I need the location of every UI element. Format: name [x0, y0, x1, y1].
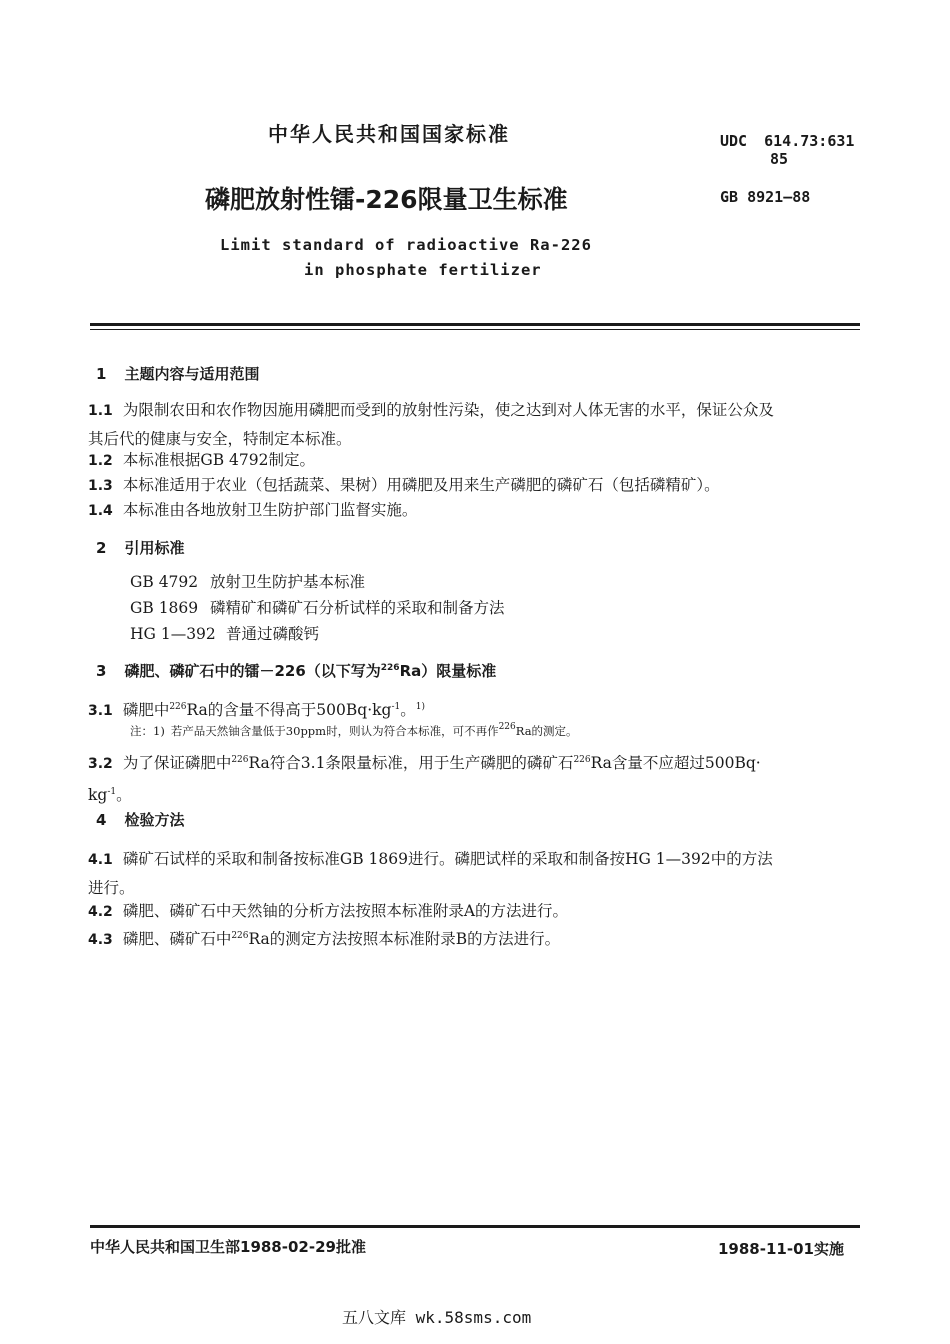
document-title-cn: [205, 180, 568, 216]
header-divider-thick: [90, 323, 860, 326]
clause-4-2-text: 磷肥、磷矿石中天然铀的分析方法按照本标准附录A的方法进行。: [122, 902, 569, 920]
section3-title-sup: 226: [380, 663, 400, 673]
reference-name: 放射卫生防护基本标准: [210, 573, 366, 591]
title-cn-pre: 磷肥放射性镭-: [205, 185, 366, 214]
clause-1-1-line2: 其后代的健康与安全，特制定本标准。: [88, 430, 352, 448]
clause-4-3-sup: 226: [231, 931, 249, 941]
udc-code-line1: 614.73:631: [764, 132, 855, 150]
clause-3-1-sup: 226: [169, 702, 187, 712]
section1-heading: [96, 363, 259, 384]
section3-number: 3: [96, 662, 107, 680]
effective-date: 1988-11-01实施: [718, 1240, 844, 1258]
document-title-en-line2: in phosphate fertilizer: [304, 261, 542, 279]
udc-label: UDC: [720, 132, 748, 150]
section3-heading: [96, 660, 496, 681]
clause-3-2-line2-end: 。: [116, 786, 132, 804]
reference-code: HG 1—392: [130, 625, 216, 643]
clause-1-3-number: 1.3: [88, 478, 113, 494]
clause-4-3-post: Ra的测定方法按照本标准附录B的方法进行。: [248, 930, 561, 948]
section4-title: 检验方法: [124, 811, 185, 829]
note-sup: 226: [498, 722, 516, 732]
clause-3-1-end: 。: [400, 701, 416, 719]
clause-4-1-number: 4.1: [88, 852, 113, 868]
reference-item: [130, 596, 505, 618]
reference-name: 磷精矿和磷矿石分析试样的采取和制备方法: [210, 599, 505, 617]
section1-title: 主题内容与适用范围: [124, 365, 260, 383]
clause-3-1-pre: 磷肥中: [122, 701, 170, 719]
clause-1-1-line1: 为限制农田和农作物因施用磷肥而受到的放射性污染，使之达到对人体无害的水平，保证公众及: [122, 401, 774, 419]
gb-number: GB 8921—88: [720, 188, 811, 206]
note-pre: 若产品天然铀含量低于30ppm时，则认为符合本标准，可不再作: [170, 724, 499, 738]
document-title-en-line1: Limit standard of radioactive Ra-226: [220, 236, 592, 254]
clause-1-4-text: 本标准由各地放射卫生防护部门监督实施。: [122, 501, 418, 519]
section4-number: 4: [96, 811, 107, 829]
clause-4-1: [88, 845, 863, 902]
clause-1-4-number: 1.4: [88, 503, 113, 519]
clause-3-1: [88, 693, 863, 725]
clause-1-3-text: 本标准适用于农业（包括蔬菜、果树）用磷肥及用来生产磷肥的磷矿石（包括磷精矿）。: [122, 476, 720, 494]
section3-title-pre: 磷肥、磷矿石中的镭－226（以下写为: [124, 662, 381, 680]
clause-3-2-sup2: 226: [573, 755, 591, 765]
footer-divider: [90, 1225, 860, 1228]
section4-heading: [96, 809, 184, 830]
section3-title-ra: Ra: [399, 662, 422, 680]
clause-3-1-exp: -1: [391, 702, 401, 712]
clause-3-2-line2-pre: kg: [88, 786, 108, 804]
clause-3-2-number: 3.2: [88, 756, 113, 772]
clause-3-1-note: [130, 722, 578, 739]
clause-3-2: [88, 746, 863, 809]
clause-3-2-line2-exp: -1: [107, 787, 117, 797]
header-divider-thin: [90, 329, 860, 330]
reference-name: 普通过磷酸钙: [226, 625, 320, 643]
national-standard-heading: 中华人民共和国国家标准: [268, 122, 510, 146]
clause-3-1-note-ref: 1): [415, 702, 425, 712]
title-cn-num: 226: [365, 185, 418, 214]
clause-4-3-number: 4.3: [88, 932, 113, 948]
clause-3-2-p3: Ra含量不应超过500Bq·: [590, 754, 761, 772]
note-post: Ra的测定。: [515, 724, 578, 738]
clause-4-1-line2: 进行。: [88, 879, 135, 897]
clause-1-2-text: 本标准根据GB 4792制定。: [122, 451, 315, 469]
section2-heading: [96, 537, 184, 558]
clause-3-2-p1: 为了保证磷肥中: [122, 754, 232, 772]
clause-4-3-pre: 磷肥、磷矿石中: [122, 930, 232, 948]
clause-4-2-number: 4.2: [88, 904, 113, 920]
section1-number: 1: [96, 365, 107, 383]
clause-3-1-post: 的含量不得高于500Bq·kg: [207, 701, 392, 719]
watermark-text: 五八文库 wk.58sms.com: [342, 1308, 532, 1327]
clause-3-1-number: 3.1: [88, 703, 113, 719]
clause-1-1-number: 1.1: [88, 403, 113, 419]
clause-4-1-line1: 磷矿石试样的采取和制备按标准GB 1869进行。磷肥试样的采取和制备按HG 1—392中的方法: [122, 850, 773, 868]
section3-title-post: ）限量标准: [421, 662, 497, 680]
approval-line: 中华人民共和国卫生部1988-02-29批准: [90, 1238, 366, 1256]
section2-number: 2: [96, 539, 107, 557]
reference-item: [130, 622, 319, 644]
clause-1-1: [88, 396, 863, 453]
reference-code: GB 4792: [130, 573, 199, 591]
clause-4-3: [88, 922, 863, 954]
note-label: 注：1): [130, 724, 165, 738]
reference-code: GB 1869: [130, 599, 199, 617]
udc-code-line2: 85: [770, 150, 789, 168]
clause-3-1-ra: Ra: [186, 701, 208, 719]
title-cn-post: 限量卫生标准: [417, 185, 568, 214]
clause-3-2-sup1: 226: [231, 755, 249, 765]
reference-item: [130, 570, 365, 592]
clause-1-2-number: 1.2: [88, 453, 113, 469]
section2-title: 引用标准: [124, 539, 185, 557]
clause-3-2-p2: Ra符合3.1条限量标准，用于生产磷肥的磷矿石: [248, 754, 574, 772]
clause-1-4: [88, 496, 863, 525]
udc-block: [720, 132, 854, 168]
